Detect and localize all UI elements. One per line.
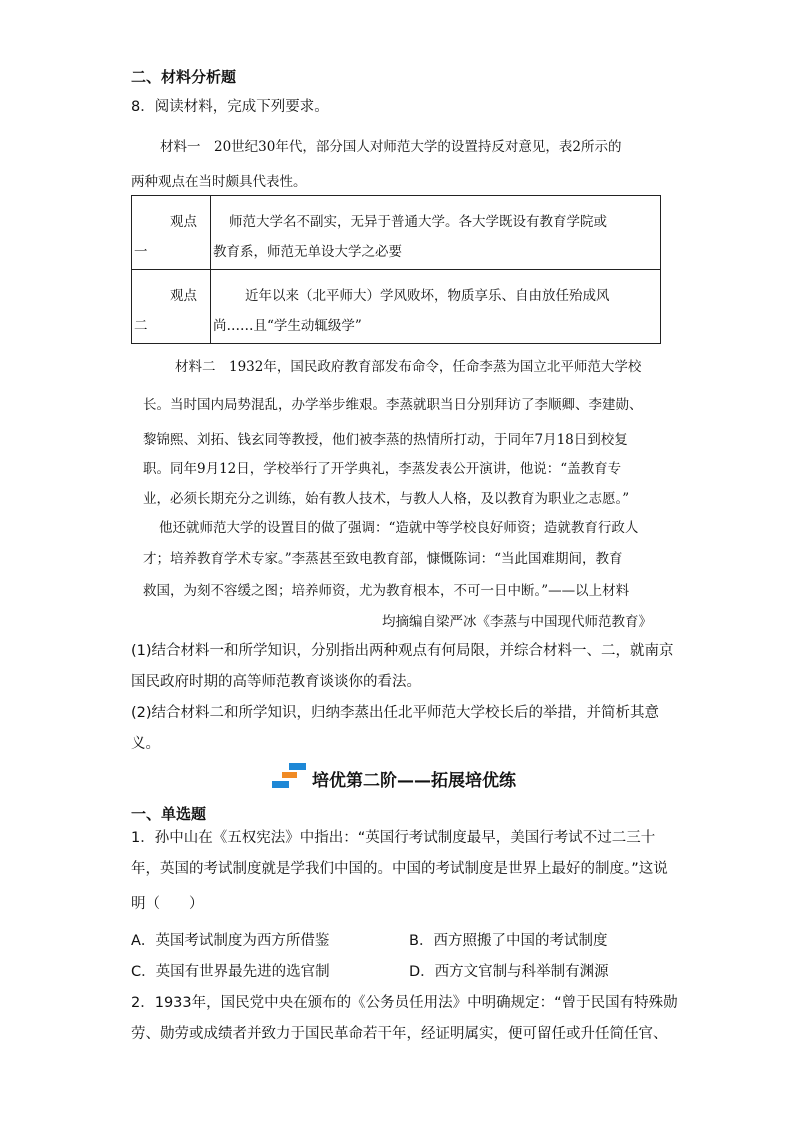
section-title-single-choice: 一、单选题	[131, 805, 207, 823]
question-1-line: 明（ ）	[131, 896, 204, 912]
viewpoints-table	[131, 195, 661, 344]
material-1-line-2: 两种观点在当时颇具代表性。	[131, 174, 307, 190]
material-2-line: 救国，为刻不容缓之图；培养师资，尤为教育根本，不可一日中断。”——以上材料	[143, 583, 630, 599]
viewpoint-label: 观点	[170, 214, 197, 230]
question-2-line: 劳、勋劳或成绩者并致力于国民革命若干年，经证明属实，便可留任或升任简任官、	[131, 1026, 668, 1042]
material-1-line-1: 材料一 20世纪30年代，部分国人对师范大学的设置持反对意见，表2所示的	[160, 139, 622, 155]
question-1-line: 1．孙中山在《五权宪法》中指出：“英国行考试制度最早，美国行考试不过二三十	[131, 830, 656, 846]
option-d[interactable]: D．西方文官制与科举制有渊源	[409, 964, 609, 980]
section-title-material-analysis: 二、材料分析题	[131, 68, 237, 86]
material-2-line: 长。当时国内局势混乱，办学举步维艰。李蒸就职当日分别拜访了李顺卿、李建勋、	[143, 397, 643, 413]
stacked-bars-logo-icon	[272, 762, 306, 794]
banner-title: 培优第二阶——拓展培优练	[312, 770, 516, 791]
option-b[interactable]: B．西方照搬了中国的考试制度	[409, 933, 608, 949]
question-2-line: 2．1933年，国民党中央在颁布的《公务员任用法》中明确规定：“曾于民国有特殊勋	[131, 995, 678, 1011]
viewpoint-text-line: 尚……且“学生动辄级学”	[213, 318, 362, 334]
viewpoint-text-line: 教育系，师范无单设大学之必要	[213, 244, 402, 260]
material-2-line: 材料二 1932年，国民政府教育部发布命令，任命李蒸为国立北平师范大学校	[175, 359, 642, 375]
question-8-stem: 8．阅读材料，完成下列要求。	[131, 99, 329, 115]
material-2-source: 均摘编自梁严冰《李蒸与中国现代师范教育》	[382, 614, 652, 630]
viewpoint-content-cell	[211, 196, 661, 270]
viewpoint-label-number: 一	[134, 244, 148, 260]
viewpoint-content-cell	[211, 270, 661, 344]
viewpoint-label-number: 二	[134, 318, 148, 334]
viewpoint-text-line: 师范大学名不副实，无异于普通大学。各大学既设有教育学院或	[229, 214, 607, 230]
material-2-line: 职。同年9月12日，学校举行了开学典礼，李蒸发表公开演讲，他说：“盖教育专	[143, 461, 622, 477]
sub-question-2-line-1: (2)结合材料二和所学知识，归纳李蒸出任北平师范大学校长后的举措，并简析其意	[131, 705, 660, 721]
question-1-line: 年，英国的考试制度就是学我们中国的。中国的考试制度是世界上最好的制度。”这说	[131, 861, 668, 877]
material-2-line: 黎锦熙、刘拓、钱玄同等教授，他们被李蒸的热情所打动，于同年7月18日到校复	[143, 432, 628, 448]
table-row	[132, 196, 661, 270]
sub-question-1-line-1: (1)结合材料一和所学知识，分别指出两种观点有何局限，并综合材料一、二，就南京	[131, 643, 674, 659]
table-row	[132, 270, 661, 344]
material-2-line: 他还就师范大学的设置目的做了强调：“造就中等学校良好师资；造就教育行政人	[159, 520, 639, 536]
option-c[interactable]: C．英国有世界最先进的选官制	[131, 964, 330, 980]
viewpoint-label-cell	[132, 270, 211, 344]
section-banner	[272, 762, 516, 794]
sub-question-2-line-2: 义。	[131, 736, 160, 752]
viewpoint-label: 观点	[170, 288, 197, 304]
viewpoint-label-cell	[132, 196, 211, 270]
material-2-line: 业，必须长期充分之训练，始有教人技术，与教人人格，及以教育为职业之志愿。”	[143, 491, 630, 507]
viewpoint-text-line: 近年以来（北平师大）学风败坏，物质享乐、自由放任殆成风	[245, 288, 610, 304]
sub-question-1-line-2: 国民政府时期的高等师范教育谈谈你的看法。	[131, 674, 421, 690]
option-a[interactable]: A．英国考试制度为西方所借鉴	[131, 933, 330, 949]
material-2-line: 才；培养教育学术专家。”李蒸甚至致电教育部，慷慨陈词：“当此国难期间，教育	[143, 551, 623, 567]
